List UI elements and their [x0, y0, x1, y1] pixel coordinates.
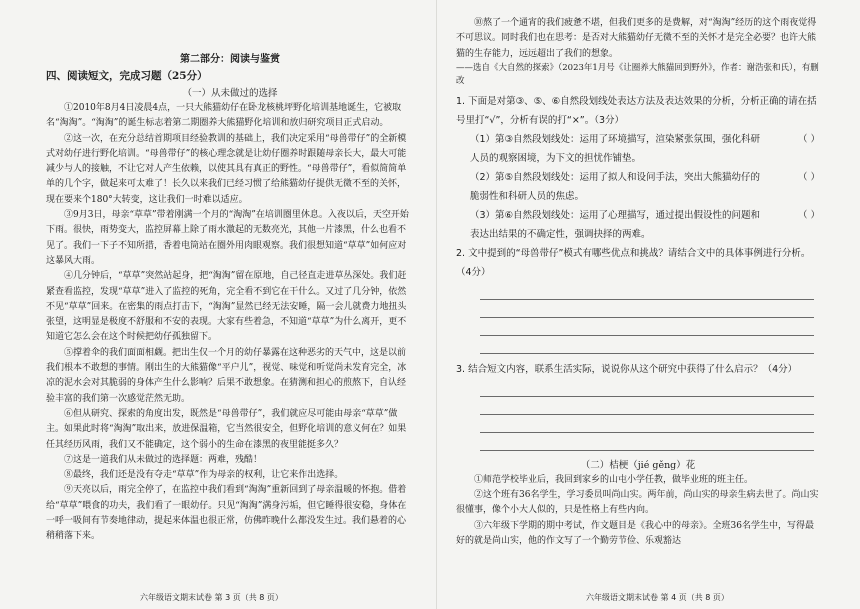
q1-option-1	[456, 130, 820, 168]
paragraph-5: ⑤撑着伞的我们面面相觑。把出生仅一个月的幼仔暴露在这种恶劣的天气中，这是以前我们根本不敢想的事情。刚出生的大熊猫像“平户儿”，视觉、味觉和听觉尚未发育完全，冰凉的泥水会对其脆弱的身体产生什么影响？后果不敢想象。在猜测和担心的煎熬下，自认经验丰富的我们第一次感觉茫然无助。	[46, 347, 407, 404]
answer-paren-3[interactable]: （ ）	[797, 209, 820, 221]
paragraph-1: ①2010年8月4日凌晨4点，一只大熊猫幼仔在卧龙核桃坪野化培训基地诞生，它被取名“淘淘”。“淘淘”的诞生标志着第二期圈养大熊猫野化培训和放归研究项目正式启动。	[46, 103, 402, 129]
exam-page-right	[436, 0, 860, 609]
p2-paragraph-3: ③六年级下学期的期中考试，作文题目是《我心中的母亲》。全班36名学生中，写得最好的就是尚山实，他的作文写了一个勤劳节俭、乐观豁达	[456, 520, 814, 547]
paragraph-6: ⑥但从研究、探索的角度出发，既然是“母兽带仔”，我们就应尽可能由母亲“草草”做主。如果此时将“淘淘”取出来，放进保温箱，它当然很安全，但野化培训的意义何在？如果任其经历风雨，我们又不能确定，这个弱小的生命在漆黑的夜里能挺多久？	[46, 408, 407, 450]
paragraph-9: ⑨天亮以后，雨完全停了，在监控中我们看到“淘淘”重新回到了母亲温暖的怀抱。借着给“草草”喂食的功夫，我们看了一眼幼仔。只见“淘淘”满身污垢，但它睡得很安稳，身体在一呼一吸间有节奏地律动，提起来体温也很正常，仿佛昨晚什么都没发生过。我们悬着的心稍稍落下来。	[46, 485, 407, 542]
answer-line[interactable]	[480, 300, 814, 318]
p2-paragraph-1: ①师范学校毕业后，我回到家乡的山屯小学任教，做毕业班的班主任。	[474, 474, 754, 485]
q1-option-1-text: （1）第③自然段划线处：运用了环境描写，渲染紧张氛围，强化科研人员的观察困境，为下文的担忧作铺垫。	[470, 133, 761, 164]
q1-option-3	[456, 206, 820, 244]
question-2: 2. 文中提到的“母兽带仔”模式有哪些优点和挑战？请结合文中的具体事例进行分析。（4分）	[456, 247, 811, 278]
q1-option-2-text: （2）第⑤自然段划线处：运用了拟人和设问手法，突出大熊猫幼仔的脆弱性和科研人员的焦虑。	[470, 171, 761, 202]
answer-line[interactable]	[480, 379, 814, 397]
paragraph-3: ③9月3日，母亲“草草”带着刚满一个月的“淘淘”在培训圈里休息。入夜以后，天空开始下雨。很快，雨势变大，监控屏幕上除了雨水激起的无数亮光，其他一片漆黑，什么也看不见了。我们一下子不知所措，香着电筒站在圈外用肉眼观察。我们很想知道“草草”如何应对这暴风大雨。	[46, 210, 409, 266]
paragraph-8: ⑧最终，我们还是没有夺走“草草”作为母亲的权利，让它来作出选择。	[64, 470, 344, 481]
answer-paren-1[interactable]: （ ）	[797, 133, 820, 145]
page-footer-left: 六年级语文期末试卷 第 3 页（共 8 页）	[140, 593, 283, 602]
question-3: 3. 结合短文内容，联系生活实际，说说你从这个研究中获得了什么启示？（4分）	[456, 363, 798, 375]
p2-paragraph-2: ②这个班有36名学生，学习委员叫尚山实。两年前，尚山实的母亲生病去世了。尚山实很懂事，像个小大人似的，只是性格上有些内向。	[456, 490, 819, 516]
paragraph-7: ⑦这是一道我们从未做过的选择题：两难，残酷！	[64, 454, 263, 465]
answer-line[interactable]	[480, 415, 814, 433]
page-footer-right: 六年级语文期末试卷 第 4 页（共 8 页）	[586, 593, 729, 602]
passage-title: （一）从未做过的选择	[182, 88, 278, 99]
q1-option-2	[456, 168, 820, 206]
paragraph-2: ②这一次，在充分总结首期项目经验教训的基础上，我们决定采用“母兽带仔”的全新模式对幼仔进行野化培训。“母兽带仔”的核心理念就是让幼仔圈养时跟随母亲长大，最大可能减少与人的接触，不让它对人产生依赖，以使其具有真正的野性。“母兽带仔”，看似简简单单的几个字，做起来可太难了！长久以来我们已经习惯了给熊猫幼仔提供无微不至的关怀，现在要来个180°大转变，这让我们一时难以适应。	[46, 133, 407, 205]
answer-line[interactable]	[480, 397, 814, 415]
question-1: 1. 下面是对第③、⑤、⑥自然段划线处表达方法及表达效果的分析，分析正确的请在括号里打“√”，分析有误的打“×”。（3分）	[456, 95, 817, 126]
paragraph-4: ④几分钟后，“草草”突然站起身，把“淘淘”留在原地，自己径直走进草丛深处。我们赶紧查看监控，发现“草草”进入了监控的死角，完全看不到它在干什么。又过了几分钟，依然不见“草草”回来。在密集的雨点打击下，“淘淘”显然已经无法安睡，隔一会儿就费力地扭头张望，这明显是极度不舒服和不安的表现。大家有些着急，不知道“草草”为什么离开，更不知道它怎么会在这个时候把幼仔孤独留下。	[46, 271, 407, 343]
passage2-title: （二）桔梗（jié gěng）花	[580, 459, 696, 471]
answer-line[interactable]	[480, 433, 814, 451]
answer-line[interactable]	[480, 282, 814, 300]
answer-line[interactable]	[480, 336, 814, 354]
answer-paren-2[interactable]: （ ）	[797, 171, 820, 183]
part-title: 第二部分：阅读与鉴赏	[180, 54, 280, 65]
paragraph-10: ⑩熬了一个通宵的我们疲惫不堪，但我们更多的是费解，对“淘淘”经历的这个雨夜觉得不可思议。同时我们也在思考：是否对大熊猫幼仔无微不至的关怀才是完全必要？也许大熊猫的生存能力，远远超出了我们的想象。	[456, 18, 817, 59]
answer-line[interactable]	[480, 318, 814, 336]
source-citation: ——选自《大自然的探索》（2023年1月号《让圈养大熊猫回到野外》，作者：谢浩张和氏），有删改	[456, 62, 819, 86]
q1-option-3-text: （3）第⑥自然段划线处：运用了心理描写，通过提出假设性的问题和表达出结果的不确定性，强调抉择的两难。	[470, 209, 761, 240]
section-title: 四、阅读短文，完成习题（25分）	[46, 70, 208, 82]
